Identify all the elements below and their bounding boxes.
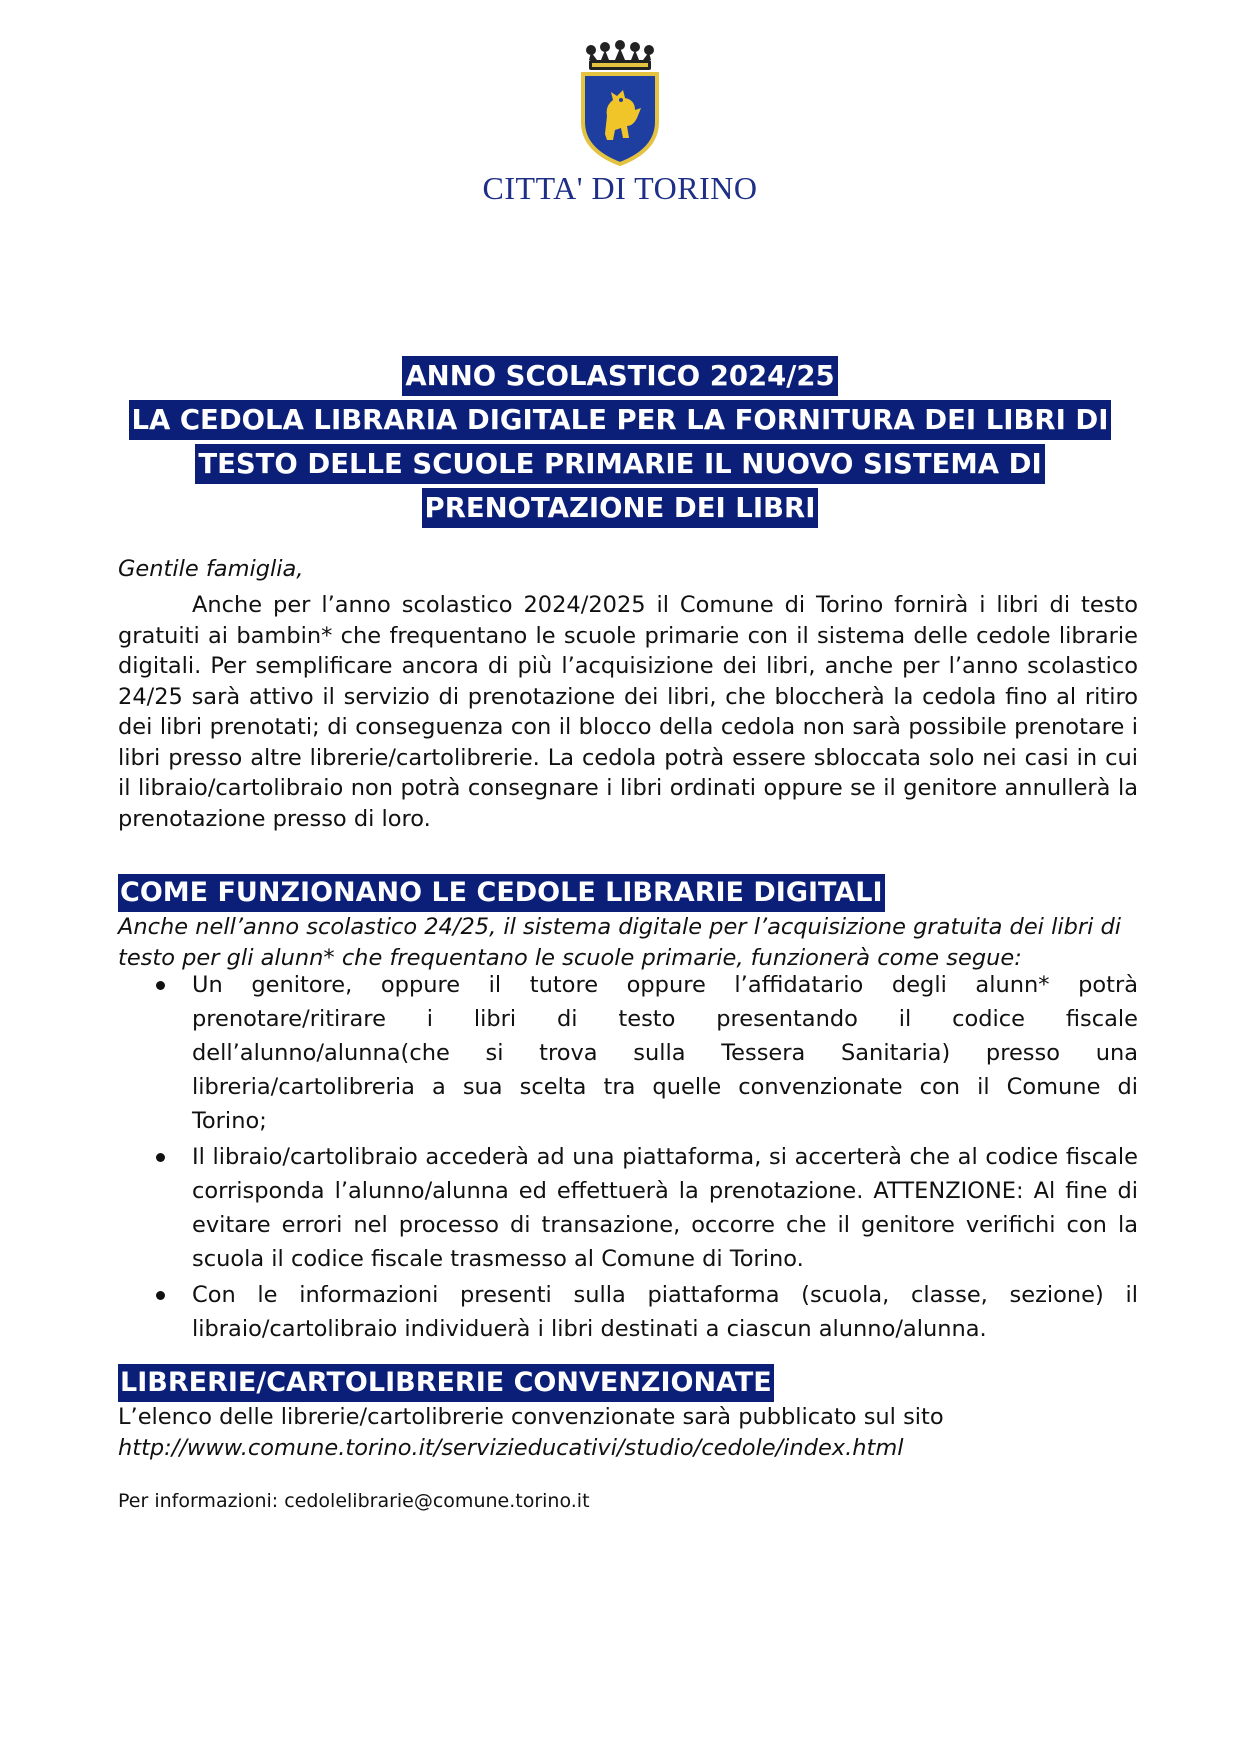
document-title — [0, 356, 1240, 532]
bullet-icon — [156, 981, 165, 990]
header-logo — [0, 38, 1240, 207]
title-line-1: ANNO SCOLASTICO 2024/25 — [402, 356, 837, 396]
torino-coat-of-arms-icon — [575, 38, 665, 168]
list-item — [118, 1140, 1138, 1276]
shops-text: L’elenco delle librerie/cartolibrerie convenzionate sarà pubblicato sul sito — [118, 1404, 944, 1430]
section-heading-how: COME FUNZIONANO LE CEDOLE LIBRARIE DIGITALI — [118, 874, 885, 912]
intro-paragraph: Anche per l’anno scolastico 2024/2025 il Comune di Torino fornirà i libri di testo gratuiti ai bambin* che frequentano le scuole primarie con il sistema delle cedole librarie digitali. Per semplificare ancora di più l’acquisizione dei libri, anche per l’anno scolastico 24/25 sarà attivo il servizio di prenotazione dei libri, che bloccherà la cedola fino al ritiro dei libri prenotati; di conseguenza con il blocco della cedola non sarà possibile prenotare i libri presso altre librerie/cartolibrerie. La cedola potrà essere sbloccata solo nei casi in cui il libraio/cartolibraio non potrà consegnare i libri ordinati oppure se il genitore annullerà la prenotazione presso di loro. — [118, 592, 1138, 832]
title-line-2: LA CEDOLA LIBRARIA DIGITALE PER LA FORNITURA DEI LIBRI DI — [129, 400, 1112, 440]
greeting: Gentile famiglia, — [118, 556, 304, 582]
city-name: CITTA' DI TORINO — [482, 170, 758, 206]
title-line-3: TESTO DELLE SCUOLE PRIMARIE IL NUOVO SISTEMA DI — [195, 444, 1044, 484]
how-it-works-list — [118, 968, 1138, 1348]
list-item — [118, 1278, 1138, 1346]
bullet-icon — [156, 1291, 165, 1300]
section-heading-shops: LIBRERIE/CARTOLIBRERIE CONVENZIONATE — [118, 1364, 774, 1402]
list-item-text: Con le informazioni presenti sulla piattaforma (scuola, classe, sezione) il libraio/cartolibraio individuerà i libri destinati a ciascun alunno/alunna. — [192, 1282, 1138, 1342]
list-item — [118, 968, 1138, 1138]
title-line-4: PRENOTAZIONE DEI LIBRI — [422, 488, 819, 528]
shops-url-link[interactable]: http://www.comune.torino.it/servizieducativi/studio/cedole/index.html — [118, 1435, 904, 1461]
bullet-icon — [156, 1153, 165, 1162]
list-item-text: Un genitore, oppure il tutore oppure l’affidatario degli alunn* potrà prenotare/ritirare i libri di testo presentando il codice fiscale dell’alunno/alunna(che si trova sulla Tessera Sanitaria) presso una libreria/cartolibreria a sua scelta tra quelle convenzionate con il Comune di Torino; — [192, 972, 1138, 1134]
list-item-text: Il libraio/cartolibraio accederà ad una piattaforma, si accerterà che al codice fiscale corrisponda l’alunno/alunna ed effettuerà la prenotazione. ATTENZIONE: Al fine di evitare errori nel processo di transazione, occorre che il genitore verifichi con la scuola il codice fiscale trasmesso al Comune di Torino. — [192, 1144, 1138, 1272]
contact-info: Per informazioni: cedolelibrarie@comune.torino.it — [118, 1490, 590, 1512]
section-how-intro: Anche nell’anno scolastico 24/25, il sistema digitale per l’acquisizione gratuita dei libri di testo per gli alunn* che frequentano le scuole primarie, funzionerà come segue: — [118, 914, 1122, 971]
